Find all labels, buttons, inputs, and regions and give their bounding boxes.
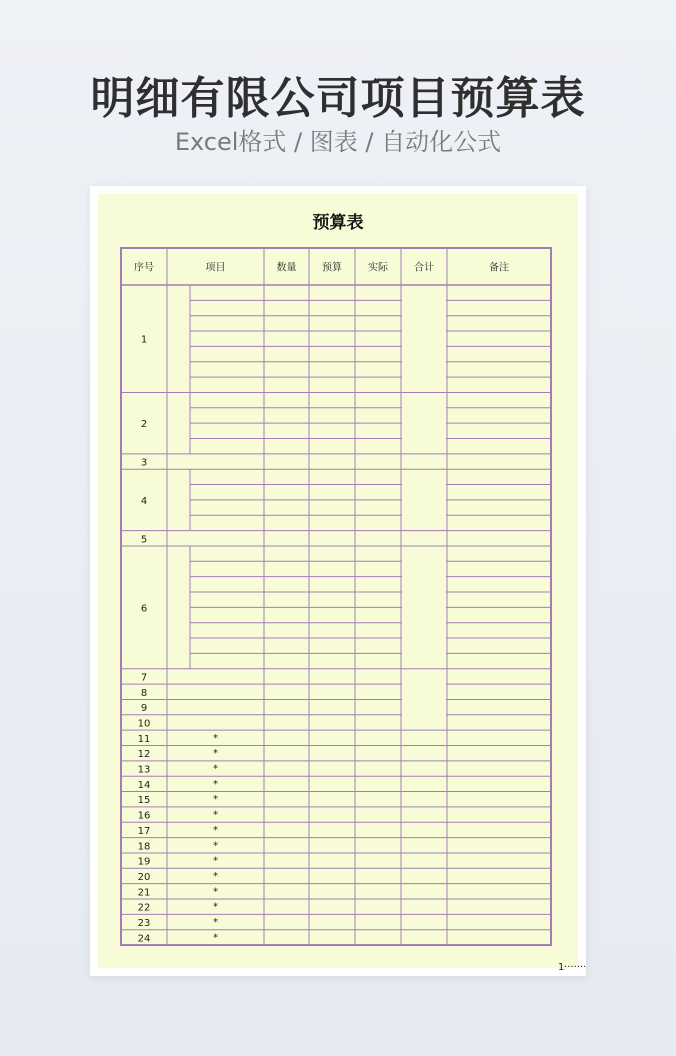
merged-total-cell (402, 470, 446, 529)
row-item: * (213, 824, 218, 836)
row-item: * (213, 917, 218, 929)
row-number: 6 (140, 603, 148, 615)
column-header: 预算 (322, 262, 342, 274)
row-number: 8 (140, 687, 148, 699)
document-paper (90, 186, 586, 976)
merged-total-cell (402, 286, 446, 391)
row-item: * (213, 748, 218, 760)
column-header: 备注 (489, 262, 509, 274)
budget-sheet (98, 194, 587, 973)
row-number: 12 (137, 749, 151, 761)
table-frame (121, 248, 551, 945)
row-number: 5 (140, 534, 148, 546)
row-number: 13 (137, 764, 151, 776)
row-item: * (213, 870, 218, 882)
sheet-title: 预算表 (312, 213, 364, 233)
row-number: 16 (137, 810, 151, 822)
row-number: 7 (140, 672, 148, 684)
row-number: 24 (137, 933, 151, 945)
column-header: 合计 (414, 262, 434, 274)
row-number: 23 (137, 918, 151, 930)
row-number: 14 (137, 779, 151, 791)
row-number: 15 (137, 795, 151, 807)
merged-total-cell (402, 670, 446, 729)
row-number: 17 (137, 825, 151, 837)
row-number: 9 (140, 703, 148, 715)
column-header: 数量 (276, 262, 297, 274)
page-number: 1 (558, 962, 565, 973)
hero-title: 明细有限公司项目预算表 (90, 73, 586, 124)
row-item: * (213, 932, 218, 944)
row-number: 22 (137, 902, 151, 914)
row-item: * (213, 840, 218, 852)
column-header: 实际 (368, 262, 388, 274)
row-item: * (213, 778, 218, 790)
merged-total-cell (402, 547, 446, 668)
row-number: 19 (137, 856, 151, 868)
row-number: 18 (137, 841, 151, 853)
row-item: * (213, 886, 218, 898)
budget-table (98, 194, 578, 968)
merged-total-cell (402, 393, 446, 452)
row-number: 10 (137, 718, 151, 730)
row-item: * (213, 794, 218, 806)
row-number: 11 (137, 733, 151, 745)
row-item: * (213, 855, 218, 867)
row-number: 21 (137, 887, 151, 899)
row-number: 3 (140, 457, 148, 469)
column-header: 项目 (205, 262, 226, 274)
row-number: 2 (140, 419, 148, 431)
row-number: 20 (137, 871, 151, 883)
hero-subtitle: Excel格式 / 图表 / 自动化公式 (174, 128, 502, 156)
row-item: * (213, 732, 218, 744)
row-number: 4 (140, 495, 148, 507)
row-number: 1 (140, 334, 148, 346)
page-number-dots: ······· (564, 962, 587, 973)
row-item: * (213, 901, 218, 913)
row-item: * (213, 763, 218, 775)
column-header: 序号 (134, 262, 154, 274)
row-item: * (213, 809, 218, 821)
